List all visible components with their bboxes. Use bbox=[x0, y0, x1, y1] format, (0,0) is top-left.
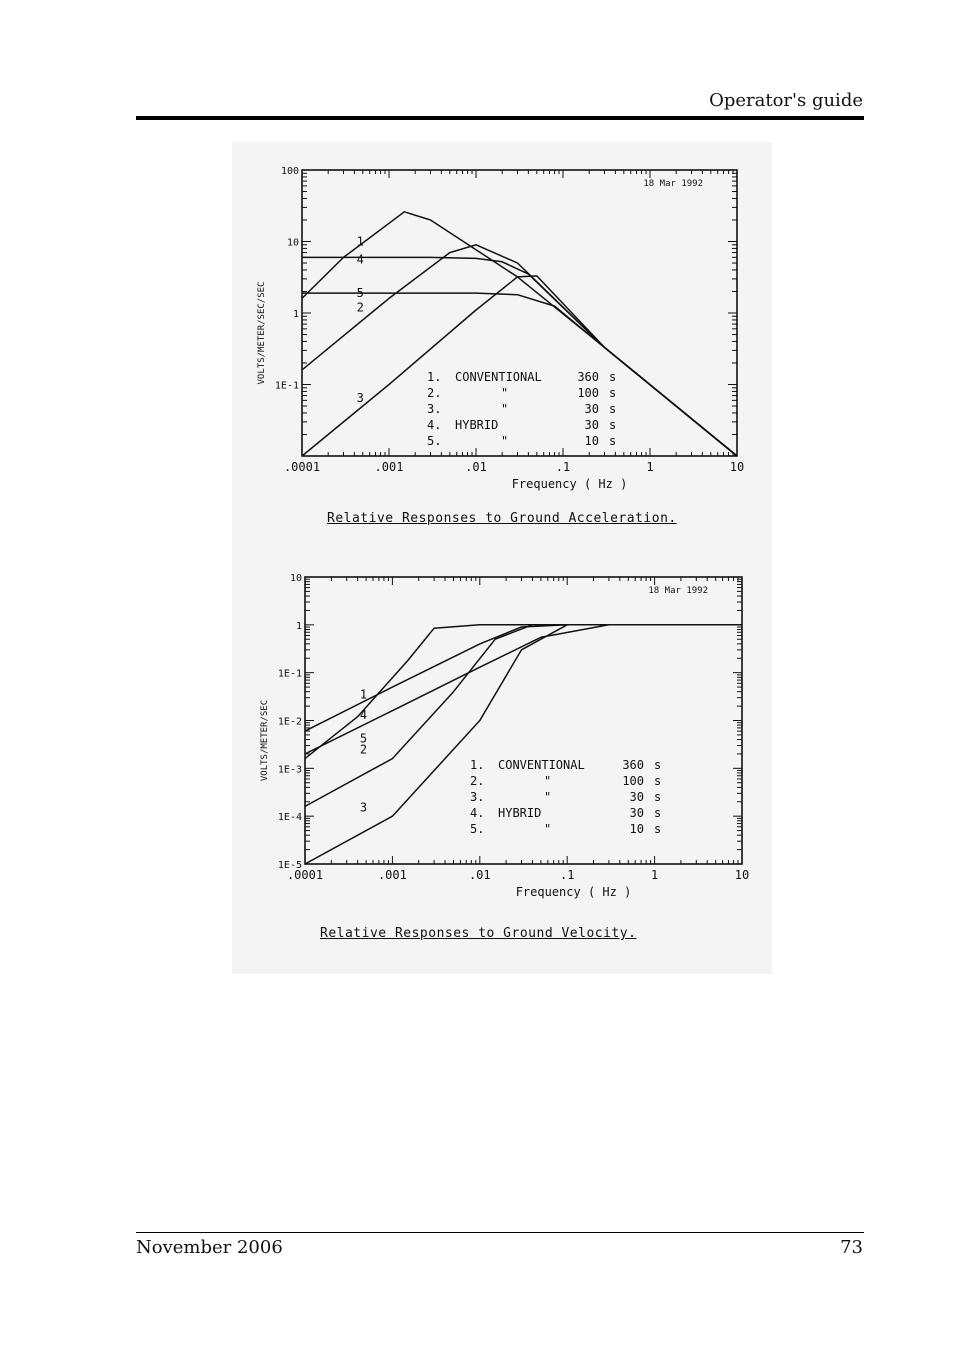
x-tick-label: .001 bbox=[377, 868, 407, 882]
x-tick-label: .0001 bbox=[283, 460, 321, 474]
legend-period: 100 bbox=[577, 386, 599, 400]
date-stamp: 18 Mar 1992 bbox=[648, 586, 708, 596]
velocity-chart-caption: Relative Responses to Ground Velocity. bbox=[320, 926, 637, 941]
curve-label-5: 5 bbox=[359, 731, 368, 746]
curve-label-3: 3 bbox=[359, 800, 368, 815]
legend-unit: s bbox=[654, 790, 662, 804]
legend-period: 30 bbox=[629, 790, 644, 804]
legend-number: 3. bbox=[470, 790, 485, 804]
legend-type: " bbox=[501, 434, 509, 448]
legend-type: CONVENTIONAL bbox=[498, 758, 585, 772]
y-tick-label: 100 bbox=[280, 166, 299, 177]
y-axis-label: VOLTS/METER/SEC bbox=[260, 699, 270, 782]
legend-number: 5. bbox=[427, 434, 442, 448]
legend-period: 30 bbox=[629, 806, 644, 820]
footer-date: November 2006 bbox=[136, 1237, 283, 1258]
x-tick-label: .1 bbox=[559, 868, 575, 882]
y-tick-label: 1E-3 bbox=[277, 764, 302, 776]
x-tick-label: .001 bbox=[374, 460, 404, 474]
legend-unit: s bbox=[609, 402, 617, 416]
legend-unit: s bbox=[609, 418, 617, 432]
curve-label-1: 1 bbox=[359, 687, 368, 702]
x-tick-label: 10 bbox=[729, 460, 745, 474]
x-axis-label: Frequency ( Hz ) bbox=[511, 477, 628, 491]
legend-number: 4. bbox=[470, 806, 485, 820]
legend-unit: s bbox=[654, 822, 662, 836]
legend-number: 3. bbox=[427, 402, 442, 416]
legend-unit: s bbox=[609, 434, 617, 448]
y-tick-label: 1E-5 bbox=[277, 860, 302, 871]
curve-label-1: 1 bbox=[356, 234, 364, 249]
y-tick-label: 1E-2 bbox=[277, 716, 302, 728]
y-tick-label: 1E-1 bbox=[277, 668, 302, 680]
series-2-line bbox=[305, 625, 742, 807]
x-axis-label: Frequency ( Hz ) bbox=[515, 885, 632, 899]
x-tick-label: .01 bbox=[468, 868, 491, 882]
legend-type: " bbox=[501, 386, 509, 400]
legend-period: 360 bbox=[622, 758, 644, 772]
legend-number: 2. bbox=[470, 774, 485, 788]
legend-unit: s bbox=[654, 774, 662, 788]
series-1-line bbox=[305, 625, 742, 759]
x-tick-label: 1 bbox=[646, 460, 654, 474]
curve-label-5: 5 bbox=[356, 286, 364, 301]
y-tick-label: 1E-1 bbox=[274, 380, 299, 392]
series-4-line bbox=[305, 625, 742, 731]
legend-period: 100 bbox=[622, 774, 644, 788]
x-tick-label: 1 bbox=[650, 868, 659, 882]
x-tick-label: 10 bbox=[734, 868, 750, 882]
legend-type: HYBRID bbox=[498, 806, 542, 820]
legend-type: " bbox=[501, 402, 509, 416]
legend-unit: s bbox=[654, 758, 662, 772]
legend-period: 10 bbox=[584, 434, 599, 448]
curve-label-4: 4 bbox=[359, 708, 368, 723]
acceleration-chart-caption: Relative Responses to Ground Acceleration. bbox=[327, 511, 677, 526]
legend-number: 1. bbox=[470, 758, 485, 772]
curve-label-2: 2 bbox=[356, 300, 364, 315]
date-stamp: 18 Mar 1992 bbox=[643, 179, 703, 189]
legend-type: " bbox=[544, 790, 552, 804]
legend-period: 360 bbox=[577, 370, 599, 384]
x-tick-label: .0001 bbox=[286, 868, 324, 882]
y-tick-label: 1E-4 bbox=[277, 812, 302, 824]
legend-type: CONVENTIONAL bbox=[455, 370, 542, 384]
x-tick-label: .1 bbox=[555, 460, 571, 474]
y-tick-label: 1 bbox=[295, 620, 302, 632]
legend-period: 30 bbox=[584, 402, 599, 416]
legend-number: 2. bbox=[427, 386, 442, 400]
y-tick-label: 10 bbox=[289, 573, 302, 584]
y-tick-label: 1 bbox=[292, 309, 299, 320]
legend-number: 5. bbox=[470, 822, 485, 836]
x-tick-label: .01 bbox=[465, 460, 487, 474]
legend-unit: s bbox=[609, 370, 617, 384]
curve-label-3: 3 bbox=[356, 390, 364, 405]
series-5-line bbox=[305, 625, 742, 757]
y-tick-label: 10 bbox=[286, 237, 299, 249]
curve-label-4: 4 bbox=[356, 252, 364, 267]
y-axis-label: VOLTS/METER/SEC/SEC bbox=[257, 281, 267, 385]
page-header-title: Operator's guide bbox=[709, 90, 863, 111]
legend-number: 4. bbox=[427, 418, 442, 432]
series-3-line bbox=[305, 625, 742, 864]
legend-period: 30 bbox=[584, 418, 599, 432]
curve-label-2: 2 bbox=[359, 742, 368, 757]
footer-rule bbox=[136, 1232, 864, 1233]
legend-type: " bbox=[544, 822, 552, 836]
legend-type: " bbox=[544, 774, 552, 788]
page-number: 73 bbox=[840, 1237, 863, 1258]
legend-period: 10 bbox=[629, 822, 644, 836]
plot-frame bbox=[305, 577, 742, 864]
legend-unit: s bbox=[609, 386, 617, 400]
legend-unit: s bbox=[654, 806, 662, 820]
legend-type: HYBRID bbox=[455, 418, 499, 432]
legend-number: 1. bbox=[427, 370, 442, 384]
